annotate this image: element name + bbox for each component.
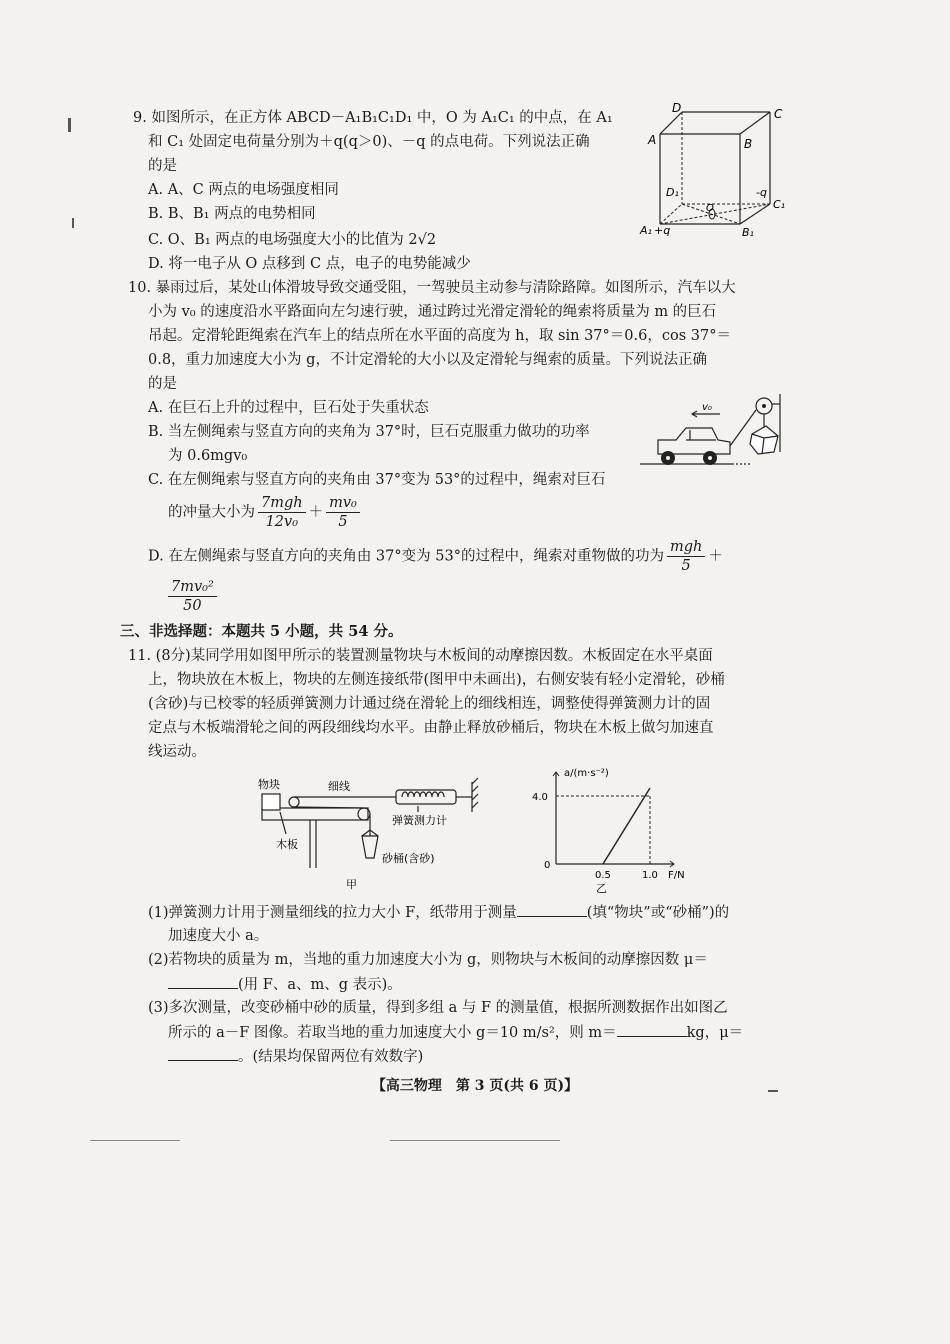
- q10-option-a: A. 在巨石上升的过程中，巨石处于失重状态: [148, 400, 429, 416]
- q11-stem-line4: 定点与木板端滑轮之间的两段细线均水平。由静止释放砂桶后，物块在木板上做匀加速直: [148, 720, 714, 736]
- figure-yi-graph: [528, 764, 685, 895]
- q9-stem-line2: 和 C₁ 处固定电荷量分别为＋q(q＞0)、－q 的点电荷。下列说法正确: [148, 134, 590, 150]
- q10-option-d-line2: [165, 578, 220, 615]
- origin-label: 0: [544, 860, 551, 871]
- q11-part3-line1: (3)多次测量，改变砂桶中砂的质量，得到多组 a 与 F 的测量值，根据所测数据作出如图乙: [148, 1000, 728, 1016]
- data-line: [603, 788, 650, 864]
- label-b1: B₁: [742, 226, 754, 239]
- q10-option-c-line2: [168, 494, 363, 531]
- label-c: C: [774, 107, 783, 121]
- figure-jia-apparatus: [250, 772, 490, 894]
- q11-part3-text-d: 。(结果均保留两位有效数字): [238, 1049, 424, 1065]
- q10-d-f2-denominator: 50: [183, 598, 202, 614]
- q10-d-f1-numerator: mgh: [667, 538, 705, 557]
- y-axis-label: a/(m·s⁻²): [564, 768, 609, 779]
- q9-stem-line3: 的是: [148, 158, 177, 174]
- figure-jia-caption: 甲: [346, 878, 357, 891]
- q11-part1-line1: [148, 902, 729, 923]
- label-c1: C₁: [773, 198, 786, 211]
- q11-part2-line1: (2)若物块的质量为 m，当地的重力加速度大小为 g，则物块与木板间的动摩擦因数 μ＝: [148, 952, 708, 968]
- q10-option-c-text: 的冲量大小为: [168, 504, 255, 521]
- answer-blank-3[interactable]: [617, 1022, 687, 1037]
- q10-d-plus: ＋: [708, 548, 723, 565]
- x-axis-label: F/N: [668, 870, 685, 881]
- label-v0: v₀: [702, 402, 712, 413]
- label-block: 物块: [258, 778, 280, 791]
- label-spring-scale: 弹簧测力计: [392, 814, 447, 827]
- q11-part2-line2: [168, 974, 402, 995]
- y-tick-label: 4.0: [532, 792, 548, 803]
- q11-part3-text-c: kg，μ＝: [686, 1025, 744, 1041]
- q11-stem-line5: 线运动。: [148, 744, 206, 760]
- car-pulley-figure: [640, 392, 785, 474]
- scan-line: [390, 1140, 560, 1141]
- q10-c-f2-numerator: mv₀: [326, 494, 360, 513]
- cube-figure: [640, 100, 790, 240]
- label-minus-q: -q: [756, 186, 767, 199]
- q11-part1-text-b: (填“物块”或“砂桶”)的: [586, 905, 730, 921]
- scan-mark: [68, 118, 71, 132]
- boulder: [750, 426, 778, 454]
- q11-part3-text-b: 所示的 a－F 图像。若取当地的重力加速度大小 g＝10 m/s²，则 m＝: [168, 1025, 617, 1041]
- answer-blank-2[interactable]: [168, 974, 238, 989]
- q9-stem-line1: 9. 如图所示，在正方体 ABCD－A₁B₁C₁D₁ 中，O 为 A₁C₁ 的中点，在 A₁: [133, 110, 613, 126]
- q10-d-fraction-2: [168, 578, 217, 615]
- q11-part3-line2: [168, 1022, 743, 1043]
- label-d1: D₁: [666, 186, 679, 199]
- q10-option-b-line1: B. 当左侧绳索与竖直方向的夹角为 37°时，巨石克服重力做功的功率: [148, 424, 590, 440]
- q9-option-d: D. 将一电子从 O 点移到 C 点，电子的电势能减少: [148, 256, 471, 272]
- figure-yi-caption: 乙: [596, 882, 607, 895]
- q10-option-d-text: D. 在左侧绳索与竖直方向的夹角由 37°变为 53°的过程中，绳索对重物做的功为: [148, 548, 664, 565]
- page-footer: 【高三物理 第 3 页(共 6 页)】: [371, 1078, 579, 1094]
- answer-blank-4[interactable]: [168, 1046, 238, 1061]
- q10-option-c-line1: C. 在左侧绳索与竖直方向的夹角由 37°变为 53°的过程中，绳索对巨石: [148, 472, 606, 488]
- label-bucket: 砂桶(含砂): [382, 852, 435, 865]
- label-a1: A₁: [640, 224, 652, 237]
- answer-blank-1[interactable]: [517, 902, 587, 917]
- q10-c-f1-numerator: 7mgh: [258, 494, 306, 513]
- q10-c-fraction-2: [326, 494, 360, 531]
- label-thread: 细线: [328, 780, 350, 793]
- q11-stem-line2: 上，物块放在木板上，物块的左侧连接纸带(图甲中未画出)，右侧安装有轻小定滑轮，砂桶: [148, 672, 725, 688]
- q11-part2-text-b: (用 F、a、m、g 表示)。: [238, 977, 402, 993]
- q9-option-b: B. B、B₁ 两点的电势相同: [148, 206, 316, 222]
- q10-c-fraction-1: [258, 494, 306, 531]
- q10-c-f1-denominator: 12v₀: [265, 514, 299, 530]
- label-board: 木板: [276, 838, 298, 851]
- q11-part1-text-a: (1)弹簧测力计用于测量细线的拉力大小 F，纸带用于测量: [148, 905, 517, 921]
- q11-stem-line3: (含砂)与已校零的轻质弹簧测力计通过绕在滑轮上的细线相连，调整使得弹簧测力计的固: [148, 696, 711, 712]
- scan-mark: [72, 218, 74, 228]
- q10-stem-line4: 0.8，重力加速度大小为 g，不计定滑轮的大小以及定滑轮与绳索的质量。下列说法正确: [148, 352, 707, 368]
- q10-c-plus: ＋: [308, 504, 324, 521]
- q10-d-f1-denominator: 5: [681, 558, 691, 574]
- q10-option-d-line1: [148, 538, 723, 575]
- q10-option-b-line2: 为 0.6mgv₀: [168, 448, 248, 464]
- label-plus-q: +q: [654, 224, 671, 237]
- scan-mark: [768, 1090, 778, 1092]
- q10-d-f2-numerator: 7mv₀²: [168, 578, 217, 597]
- q11-part3-line3: [168, 1046, 423, 1067]
- label-a: A: [648, 133, 657, 147]
- q10-stem-line3: 吊起。定滑轮距绳索在汽车上的结点所在水平面的高度为 h，取 sin 37°＝0.6，cos 37°＝: [148, 328, 731, 344]
- x-tick-label-1-0: 1.0: [642, 870, 658, 881]
- q10-d-fraction-1: [667, 538, 705, 575]
- q11-part1-line2: 加速度大小 a。: [168, 928, 269, 944]
- q9-option-c: C. O、B₁ 两点的电场强度大小的比值为 2√2: [148, 232, 437, 248]
- q10-c-f2-denominator: 5: [338, 514, 348, 530]
- q10-stem-line1: 10. 暴雨过后，某处山体滑坡导致交通受阻，一驾驶员主动参与清除路障。如图所示，汽车以大: [128, 280, 736, 296]
- label-b: B: [744, 137, 753, 151]
- q9-option-a: A. A、C 两点的电场强度相同: [148, 182, 339, 198]
- x-tick-label-0-5: 0.5: [595, 870, 611, 881]
- label-d: D: [672, 101, 682, 115]
- label-o: O: [706, 203, 714, 214]
- scan-line: [90, 1140, 180, 1141]
- section-3-heading: 三、非选择题：本题共 5 小题，共 54 分。: [120, 623, 403, 640]
- q10-stem-line2: 小为 v₀ 的速度沿水平路面向左匀速行驶，通过跨过光滑定滑轮的绳索将质量为 m 的巨石: [148, 304, 717, 320]
- q11-stem-line1: 11. (8分)某同学用如图甲所示的装置测量物块与木板间的动摩擦因数。木板固定在水平桌面: [128, 648, 713, 664]
- q10-stem-line5: 的是: [148, 376, 177, 392]
